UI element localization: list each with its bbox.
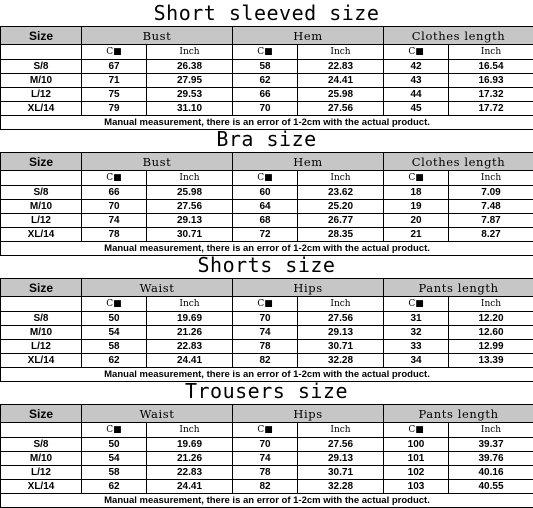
table-row — [1, 354, 533, 368]
measurement-cell: 78 — [233, 466, 298, 480]
measurement-cell: 31 — [384, 312, 449, 326]
measurement-cell: 12.60 — [449, 326, 533, 340]
table-row — [1, 214, 533, 228]
measurement-cell: 27.56 — [298, 312, 384, 326]
measurement-cell: 19 — [384, 200, 449, 214]
unit-inch-cell: Inch — [147, 423, 233, 438]
unit-inch-cell: Inch — [298, 297, 384, 312]
measurement-column-header: Pants length — [384, 279, 533, 297]
measurement-cell: 27.95 — [147, 74, 233, 88]
table-header-row — [1, 405, 533, 423]
size-table — [0, 152, 533, 256]
measurement-cell: 19.69 — [147, 438, 233, 452]
measurement-cell: 102 — [384, 466, 449, 480]
measurement-cell: 30.71 — [298, 340, 384, 354]
size-column-header: Size — [1, 153, 82, 171]
size-cell: S/8 — [1, 186, 82, 200]
measurement-cell: 22.83 — [298, 60, 384, 74]
measurement-column-header: Waist — [82, 405, 233, 423]
measurement-cell: 29.13 — [298, 326, 384, 340]
measurement-cell: 67 — [82, 60, 147, 74]
measurement-cell: 82 — [233, 354, 298, 368]
measurement-note: Manual measurement, there is an error of 1-2cm with the actual product. — [1, 116, 533, 130]
size-column-header: Size — [1, 27, 82, 45]
size-cell: S/8 — [1, 438, 82, 452]
measurement-cell: 26.77 — [298, 214, 384, 228]
measurement-cell: 70 — [82, 200, 147, 214]
unit-inch-cell: Inch — [298, 423, 384, 438]
unit-cm-cell: C■ — [384, 423, 449, 438]
measurement-cell: 30.71 — [147, 228, 233, 242]
measurement-cell: 74 — [233, 452, 298, 466]
table-row — [1, 438, 533, 452]
measurement-cell: 7.48 — [449, 200, 533, 214]
measurement-cell: 42 — [384, 60, 449, 74]
measurement-cell: 39.37 — [449, 438, 533, 452]
table-row — [1, 74, 533, 88]
table-row — [1, 186, 533, 200]
measurement-cell: 78 — [82, 228, 147, 242]
measurement-cell: 23.62 — [298, 186, 384, 200]
measurement-cell: 16.93 — [449, 74, 533, 88]
measurement-cell: 26.38 — [147, 60, 233, 74]
measurement-cell: 74 — [233, 326, 298, 340]
size-column-header: Size — [1, 405, 82, 423]
section-title: Short sleeved size — [0, 0, 533, 26]
unit-cm-cell: C■ — [82, 423, 147, 438]
size-cell: L/12 — [1, 340, 82, 354]
measurement-cell: 22.83 — [147, 466, 233, 480]
measurement-cell: 66 — [233, 88, 298, 102]
measurement-cell: 18 — [384, 186, 449, 200]
table-header-row — [1, 27, 533, 45]
unit-inch-cell: Inch — [147, 171, 233, 186]
size-table — [0, 404, 533, 508]
measurement-cell: 13.39 — [449, 354, 533, 368]
size-cell: S/8 — [1, 60, 82, 74]
size-cell: XL/14 — [1, 102, 82, 116]
measurement-cell: 30.71 — [298, 466, 384, 480]
unit-inch-cell: Inch — [147, 297, 233, 312]
table-row — [1, 102, 533, 116]
measurement-cell: 44 — [384, 88, 449, 102]
measurement-cell: 32.28 — [298, 480, 384, 494]
short-sleeved-size-section — [0, 0, 533, 130]
measurement-cell: 32.28 — [298, 354, 384, 368]
measurement-cell: 64 — [233, 200, 298, 214]
measurement-cell: 50 — [82, 438, 147, 452]
unit-inch-cell: Inch — [449, 423, 533, 438]
size-cell: L/12 — [1, 88, 82, 102]
size-table — [0, 26, 533, 130]
measurement-cell: 33 — [384, 340, 449, 354]
measurement-cell: 58 — [82, 466, 147, 480]
unit-inch-cell: Inch — [449, 45, 533, 60]
measurement-cell: 103 — [384, 480, 449, 494]
unit-blank-cell — [1, 423, 82, 438]
measurement-cell: 21 — [384, 228, 449, 242]
measurement-cell: 29.13 — [298, 452, 384, 466]
size-cell: L/12 — [1, 466, 82, 480]
measurement-cell: 62 — [233, 74, 298, 88]
measurement-cell: 40.16 — [449, 466, 533, 480]
unit-inch-cell: Inch — [298, 45, 384, 60]
measurement-cell: 45 — [384, 102, 449, 116]
measurement-cell: 54 — [82, 452, 147, 466]
measurement-cell: 16.54 — [449, 60, 533, 74]
measurement-cell: 7.09 — [449, 186, 533, 200]
size-cell: S/8 — [1, 312, 82, 326]
measurement-cell: 20 — [384, 214, 449, 228]
measurement-cell: 17.32 — [449, 88, 533, 102]
table-row — [1, 340, 533, 354]
measurement-cell: 70 — [233, 102, 298, 116]
unit-cm-cell: C■ — [233, 171, 298, 186]
unit-row — [1, 45, 533, 60]
measurement-cell: 29.53 — [147, 88, 233, 102]
table-row — [1, 452, 533, 466]
size-cell: M/10 — [1, 200, 82, 214]
size-cell: M/10 — [1, 74, 82, 88]
measurement-column-header: Hips — [233, 405, 384, 423]
table-row — [1, 60, 533, 74]
measurement-cell: 43 — [384, 74, 449, 88]
size-cell: L/12 — [1, 214, 82, 228]
measurement-cell: 70 — [233, 438, 298, 452]
measurement-cell: 21.26 — [147, 326, 233, 340]
unit-cm-cell: C■ — [384, 45, 449, 60]
measurement-cell: 62 — [82, 354, 147, 368]
unit-cm-cell: C■ — [82, 45, 147, 60]
measurement-cell: 25.20 — [298, 200, 384, 214]
table-row — [1, 312, 533, 326]
measurement-cell: 78 — [233, 340, 298, 354]
measurement-cell: 27.56 — [298, 438, 384, 452]
table-row — [1, 326, 533, 340]
measurement-cell: 24.41 — [298, 74, 384, 88]
measurement-column-header: Hips — [233, 279, 384, 297]
unit-inch-cell: Inch — [449, 171, 533, 186]
unit-cm-cell: C■ — [82, 171, 147, 186]
measurement-cell: 71 — [82, 74, 147, 88]
table-header-row — [1, 153, 533, 171]
unit-cm-cell: C■ — [82, 297, 147, 312]
measurement-cell: 79 — [82, 102, 147, 116]
unit-inch-cell: Inch — [147, 45, 233, 60]
measurement-column-header: Pants length — [384, 405, 533, 423]
measurement-cell: 24.41 — [147, 480, 233, 494]
measurement-column-header: Waist — [82, 279, 233, 297]
measurement-column-header: Hem — [233, 27, 384, 45]
table-row — [1, 200, 533, 214]
measurement-cell: 31.10 — [147, 102, 233, 116]
measurement-cell: 32 — [384, 326, 449, 340]
measurement-cell: 21.26 — [147, 452, 233, 466]
measurement-cell: 12.99 — [449, 340, 533, 354]
unit-cm-cell: C■ — [384, 171, 449, 186]
measurement-cell: 82 — [233, 480, 298, 494]
section-title: Bra size — [0, 126, 533, 152]
table-header-row — [1, 279, 533, 297]
measurement-cell: 7.87 — [449, 214, 533, 228]
measurement-cell: 40.55 — [449, 480, 533, 494]
unit-blank-cell — [1, 45, 82, 60]
measurement-column-header: Hem — [233, 153, 384, 171]
measurement-cell: 22.83 — [147, 340, 233, 354]
measurement-cell: 8.27 — [449, 228, 533, 242]
size-cell: M/10 — [1, 326, 82, 340]
size-table — [0, 278, 533, 382]
measurement-cell: 58 — [82, 340, 147, 354]
table-row — [1, 228, 533, 242]
measurement-cell: 62 — [82, 480, 147, 494]
measurement-note: Manual measurement, there is an error of 1-2cm with the actual product. — [1, 242, 533, 256]
measurement-cell: 100 — [384, 438, 449, 452]
measurement-cell: 27.56 — [147, 200, 233, 214]
measurement-cell: 50 — [82, 312, 147, 326]
measurement-column-header: Bust — [82, 27, 233, 45]
table-row — [1, 466, 533, 480]
unit-blank-cell — [1, 297, 82, 312]
measurement-cell: 24.41 — [147, 354, 233, 368]
measurement-cell: 58 — [233, 60, 298, 74]
unit-cm-cell: C■ — [233, 297, 298, 312]
table-row — [1, 480, 533, 494]
measurement-cell: 54 — [82, 326, 147, 340]
measurement-cell: 68 — [233, 214, 298, 228]
size-cell: M/10 — [1, 452, 82, 466]
measurement-cell: 25.98 — [298, 88, 384, 102]
table-row — [1, 88, 533, 102]
unit-cm-cell: C■ — [233, 423, 298, 438]
unit-row — [1, 297, 533, 312]
unit-cm-cell: C■ — [384, 297, 449, 312]
measurement-cell: 74 — [82, 214, 147, 228]
measurement-column-header: Clothes length — [384, 27, 533, 45]
unit-inch-cell: Inch — [449, 297, 533, 312]
note-row — [1, 494, 533, 508]
measurement-note: Manual measurement, there is an error of 1-2cm with the actual product. — [1, 368, 533, 382]
unit-row — [1, 171, 533, 186]
measurement-cell: 17.72 — [449, 102, 533, 116]
measurement-cell: 29.13 — [147, 214, 233, 228]
measurement-note: Manual measurement, there is an error of 1-2cm with the actual product. — [1, 494, 533, 508]
trousers-size-section — [0, 378, 533, 508]
unit-row — [1, 423, 533, 438]
measurement-cell: 12.20 — [449, 312, 533, 326]
measurement-cell: 34 — [384, 354, 449, 368]
measurement-cell: 70 — [233, 312, 298, 326]
bra-size-section — [0, 126, 533, 256]
size-cell: XL/14 — [1, 480, 82, 494]
measurement-cell: 66 — [82, 186, 147, 200]
measurement-cell: 39.76 — [449, 452, 533, 466]
measurement-cell: 72 — [233, 228, 298, 242]
measurement-cell: 25.98 — [147, 186, 233, 200]
size-column-header: Size — [1, 279, 82, 297]
measurement-cell: 101 — [384, 452, 449, 466]
size-cell: XL/14 — [1, 228, 82, 242]
section-title: Shorts size — [0, 252, 533, 278]
unit-blank-cell — [1, 171, 82, 186]
size-cell: XL/14 — [1, 354, 82, 368]
unit-cm-cell: C■ — [233, 45, 298, 60]
measurement-cell: 28.35 — [298, 228, 384, 242]
measurement-cell: 75 — [82, 88, 147, 102]
measurement-column-header: Bust — [82, 153, 233, 171]
measurement-column-header: Clothes length — [384, 153, 533, 171]
measurement-cell: 60 — [233, 186, 298, 200]
section-title: Trousers size — [0, 378, 533, 404]
measurement-cell: 19.69 — [147, 312, 233, 326]
shorts-size-section — [0, 252, 533, 382]
unit-inch-cell: Inch — [298, 171, 384, 186]
measurement-cell: 27.56 — [298, 102, 384, 116]
